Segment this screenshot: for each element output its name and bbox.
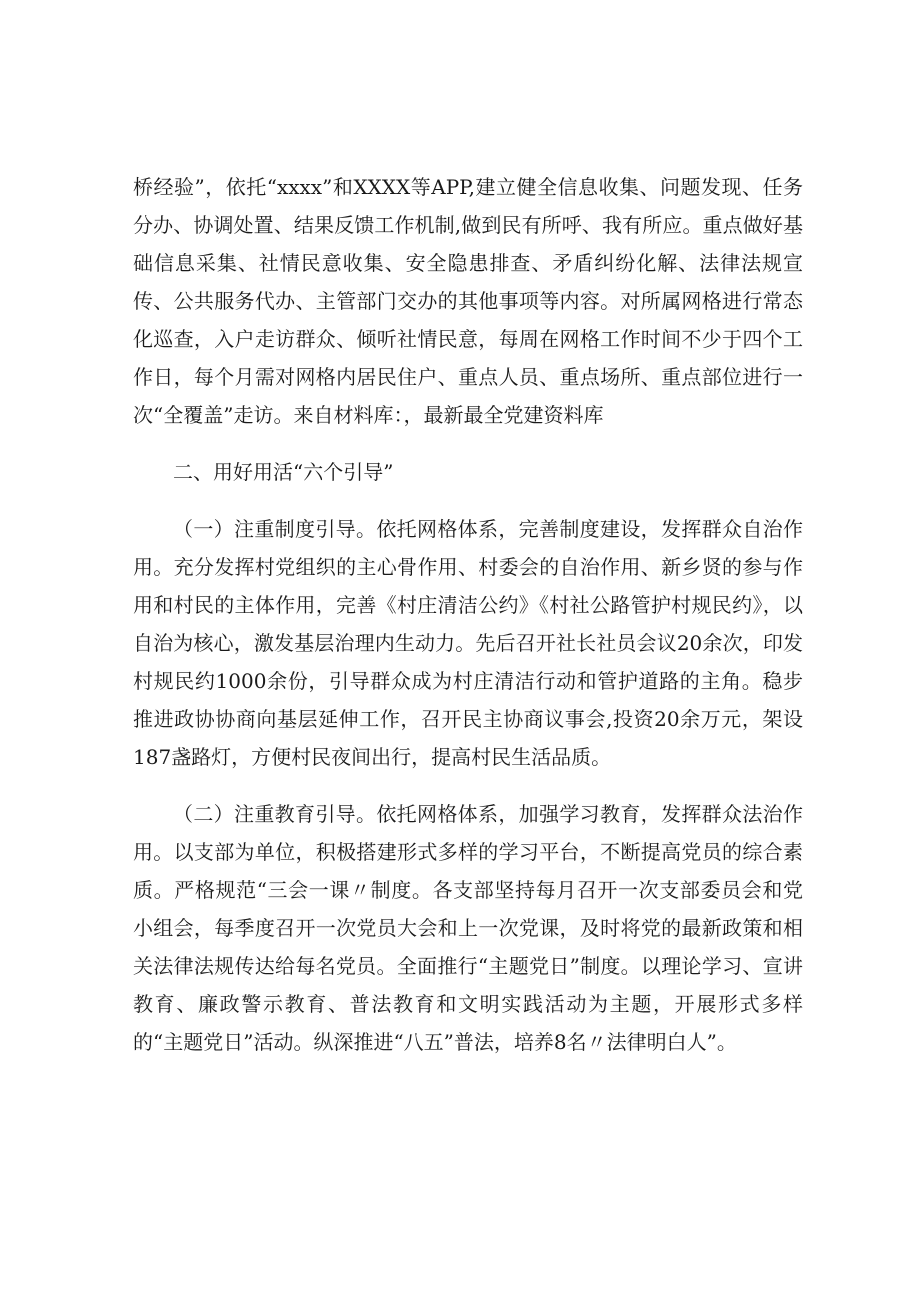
paragraph-gap bbox=[133, 776, 803, 795]
document-body bbox=[133, 168, 803, 1061]
paragraph-continuation: 桥经验”，依托“xxxx”和XXXX等APP,建立健全信息收集、问题发现、任务分办、协调处置、结果反馈工作机制,做到民有所呼、我有所应。重点做好基础信息采集、社情民意收集、安全隐患排查、矛盾纠纷化解、法律法规宣传、公共服务代办、主管部门交办的其他事项等内容。对所属网格进行常态化巡查，入户走访群众、倾听社情民意，每周在网格工作时间不少于四个工作日，每个月需对网格内居民住户、重点人员、重点场所、重点部位进行一次“全覆盖”走访。来自材料库：，最新最全党建资料库 bbox=[133, 175, 803, 427]
section-heading: 二、用好用活“六个引导” bbox=[173, 460, 394, 484]
paragraph-gap bbox=[133, 434, 803, 453]
paragraph-gap bbox=[133, 491, 803, 510]
paragraph-education-guidance: （二）注重教育引导。依托网格体系，加强学习教育，发挥群众法治作用。以支部为单位，积极搭建形式多样的学习平台，不断提高党员的综合素质。严格规范“三会一课〃制度。各支部坚持每月召开一次支部委员会和党小组会，每季度召开一次党员大会和上一次党课，及时将党的最新政策和相关法律法规传达给每名党员。全面推行“主题党日”制度。以理论学习、宣讲教育、廉政警示教育、普法教育和文明实践活动为主题，开展形式多样的“主题党日”活动。纵深推进“八五”普法，培养8名〃法律明白人”。 bbox=[133, 802, 803, 1054]
paragraph-institution-guidance: （一）注重制度引导。依托网格体系，完善制度建设，发挥群众自治作用。充分发挥村党组织的主心骨作用、村委会的自治作用、新乡贤的参与作用和村民的主体作用，完善《村庄清洁公约》《村社公路管护村规民约》，以自治为核心，激发基层治理内生动力。先后召开社长社员会议20余次，印发村规民约1000余份，引导群众成为村庄清洁行动和管护道路的主角。稳步推进政协协商向基层延伸工作，召开民主协商议事会,投资20余万元，架设187盏路灯，方便村民夜间出行，提高村民生活品质。 bbox=[133, 517, 803, 769]
